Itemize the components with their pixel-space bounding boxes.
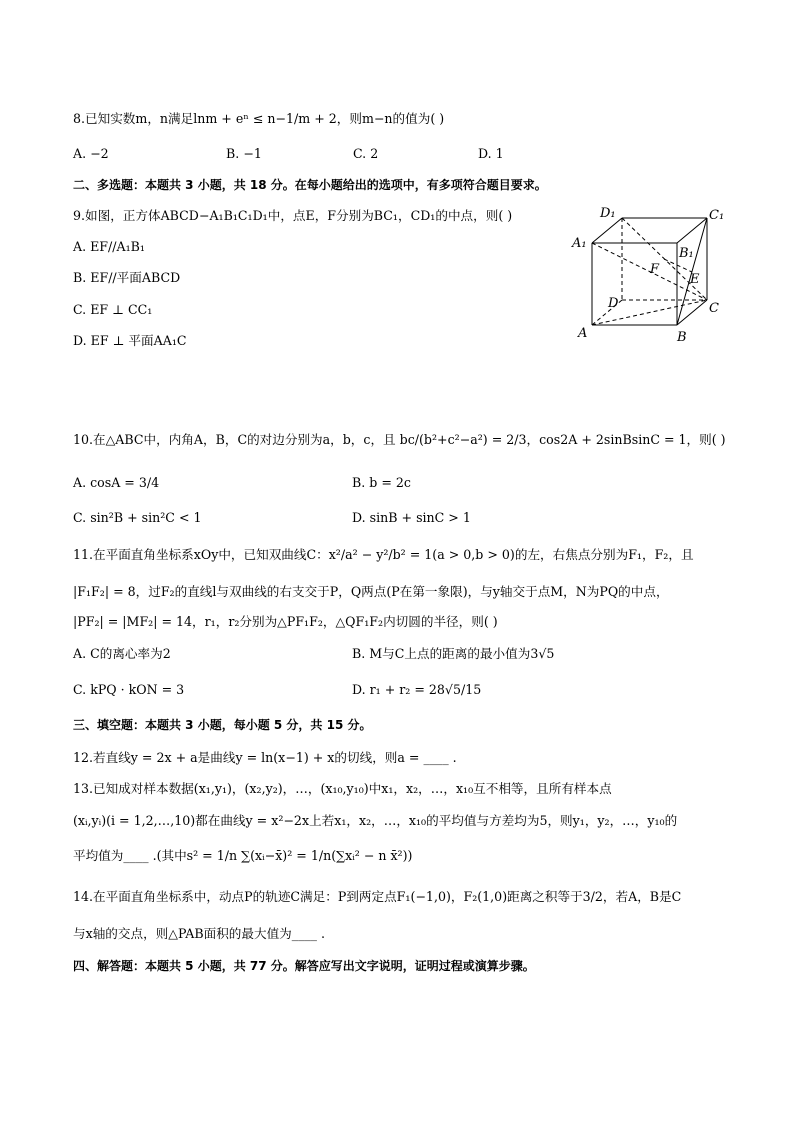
- q9-option-d: D. EF ⊥ 平面AA₁C: [73, 333, 187, 348]
- q12-stem: 12.若直线y = 2x + a是曲线y = ln(x−1) + x的切线，则a = ____ .: [73, 750, 457, 765]
- q8-option-c: C. 2: [353, 146, 379, 161]
- q8-option-b: B. −1: [226, 146, 262, 161]
- label-d1: D₁: [600, 206, 616, 221]
- label-c1: C₁: [709, 208, 725, 223]
- section-heading-fill-in: 三、填空题：本题共 3 小题，每小题 5 分，共 15 分。: [73, 718, 372, 732]
- q11-option-b: B. M与C上点的距离的最小值为3√5: [352, 646, 555, 661]
- edge-bc: [677, 300, 707, 325]
- q9-stem: 9.如图，正方体ABCD−A₁B₁C₁D₁中，点E，F分别为BC₁，CD₁的中点，则( ): [73, 208, 513, 223]
- q11-option-c: C. kPQ · kON = 3: [73, 682, 185, 697]
- section-heading-multiple-choice: 二、多选题：本题共 3 小题，共 18 分。在每小题给出的选项中，有多项符合题目要求。: [73, 178, 547, 192]
- q8-option-a: A. −2: [73, 146, 109, 161]
- label-a: A: [578, 326, 588, 341]
- q13-stem-line1: 13.已知成对样本数据(x₁,y₁)，(x₂,y₂)，…，(x₁₀,y₁₀)中x₁，x₂，…，x₁₀互不相等，且所有样本点: [73, 781, 612, 796]
- q11-stem-line2: |F₁F₂| = 8，过F₂的直线l与双曲线的右支交于P，Q两点(P在第一象限)，与y轴交于点M，N为PQ的中点，: [73, 584, 669, 599]
- label-b: B: [677, 330, 687, 345]
- cube-diagram: [570, 205, 730, 355]
- q10-option-c: C. sin²B + sin²C < 1: [73, 510, 202, 525]
- q11-stem-line1: 11.在平面直角坐标系xOy中，已知双曲线C：x²/a² − y²/b² = 1(a > 0,b > 0)的左，右焦点分别为F₁，F₂，且: [73, 547, 694, 562]
- edge-a1d1: [592, 218, 622, 243]
- q14-stem-line1: 14.在平面直角坐标系中，动点P的轨迹C满足：P到两定点F₁(−1,0)，F₂(1,0)距离之积等于3/2，若A，B是C: [73, 889, 682, 904]
- q11-stem-line3: |PF₂| = |MF₂| = 14，r₁，r₂分别为△PF₁F₂，△QF₁F₂内切圆的半径，则( ): [73, 614, 498, 629]
- q11-option-d: D. r₁ + r₂ = 28√5/15: [352, 682, 482, 697]
- label-b1: B₁: [679, 246, 694, 261]
- edge-b1c1: [677, 218, 707, 243]
- label-f: F: [650, 262, 660, 277]
- label-c: C: [709, 301, 719, 316]
- cube-figure: [570, 205, 730, 355]
- q11-option-a: A. C的离心率为2: [73, 646, 171, 661]
- q13-stem-line2: (xᵢ,yᵢ)(i = 1,2,…,10)都在曲线y = x²−2x上若x₁，x₂，…，x₁₀的平均值与方差均为5，则y₁，y₂，…，y₁₀的: [73, 813, 678, 828]
- q14-stem-line2: 与x轴的交点，则△PAB面积的最大值为____ .: [73, 926, 325, 941]
- q10-stem: 10.在△ABC中，内角A，B，C的对边分别为a，b，c，且 bc/(b²+c²−a²) = 2/3，cos2A + 2sinBsinC = 1，则( ): [73, 432, 726, 447]
- label-a1: A₁: [572, 236, 587, 251]
- label-e: E: [690, 272, 700, 287]
- q10-option-a: A. cosA = 3/4: [73, 475, 160, 490]
- section-heading-solutions: 四、解答题：本题共 5 小题，共 77 分。解答应写出文字说明，证明过程或演算步骤。: [73, 959, 535, 973]
- q9-option-b: B. EF//平面ABCD: [73, 270, 181, 285]
- q9-option-a: A. EF//A₁B₁: [73, 239, 145, 254]
- q13-stem-line3: 平均值为____ .(其中s² = 1/n ∑(xᵢ−x̄)² = 1/n(∑xᵢ² − n x̄²)): [73, 848, 413, 863]
- label-d: D: [608, 296, 619, 311]
- q9-option-c: C. EF ⊥ CC₁: [73, 302, 153, 317]
- q8-option-d: D. 1: [478, 146, 504, 161]
- q8-stem: 8.已知实数m，n满足lnm + eⁿ ≤ n−1/m + 2，则m−n的值为( ): [73, 111, 445, 126]
- q10-option-b: B. b = 2c: [352, 475, 411, 490]
- q10-option-d: D. sinB + sinC > 1: [352, 510, 471, 525]
